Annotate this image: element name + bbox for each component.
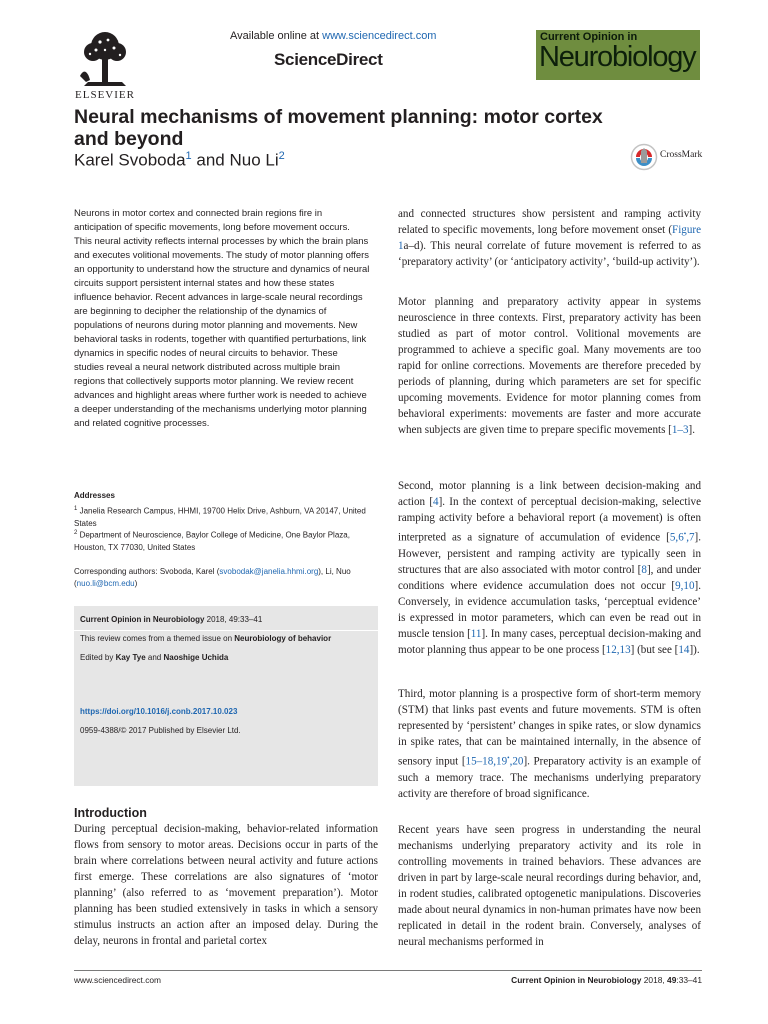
address-2	[74, 527, 374, 554]
editor-2: Naoshige Uchida	[163, 653, 229, 662]
p2-text-a: Motor planning and preparatory activity appear in systems neuroscience in three contexts. First, preparatory activity has been studied as part of motor control. Volitional movements are programmed to achieve a specific goal. Many movements are too rapid for online corrections. Movements are therefore preceded by periods of planning, during which parameters are set for specific upcoming movements. Evidence for motor planning comes from behavioral experiments: movements are faster and more accurate when subjects are given time to prepare specific movements [	[398, 296, 701, 436]
footer-year: 2018,	[641, 975, 668, 985]
ref-link-1-3[interactable]: 1–3	[671, 424, 689, 436]
journal-banner-top: Current Opinion in	[540, 31, 638, 43]
ref-link-20[interactable]: ,20	[509, 755, 524, 768]
footer-citation	[511, 975, 702, 985]
editor-1: Kay Tye	[115, 653, 146, 662]
ref-link-4[interactable]: 4	[433, 496, 439, 508]
ref-link-5-6[interactable]: 5,6	[669, 531, 684, 544]
author-1-affiliation[interactable]: 1	[185, 150, 192, 162]
footer-volume: 49	[667, 975, 677, 985]
address-1	[74, 503, 374, 530]
corresponding-middle: ), Li, Nuo (	[74, 567, 351, 588]
p4-text-b: ]. Preparatory activity is an example of such a memory trace. The mechanisms underlying preparatory activity are therefore of broad significance.	[398, 755, 701, 800]
author-2: Nuo Li	[229, 150, 279, 170]
p1-text-a: and connected structures show persistent and ramping activity related to specific movements, long before movement onset (	[398, 208, 701, 236]
available-online-prefix: Available online at	[230, 30, 323, 42]
corresponding-authors	[74, 566, 374, 590]
editors-prefix: Edited by	[80, 653, 116, 662]
ref-link-11[interactable]: 11	[470, 627, 482, 640]
ref-link-9-10[interactable]: 9,10	[675, 579, 695, 592]
themed-issue-line	[80, 634, 331, 643]
author-line	[74, 150, 285, 171]
author-separator: and	[191, 150, 230, 170]
info-box-divider	[74, 630, 378, 631]
citation-details: 2018, 49:33–41	[204, 615, 263, 624]
ref-star-19: •	[507, 754, 510, 762]
crossmark-icon	[630, 143, 658, 171]
author-2-affiliation[interactable]: 2	[278, 150, 285, 162]
footer-website[interactable]: www.sciencedirect.com	[74, 975, 162, 985]
editors-line	[80, 653, 228, 662]
p3-text-e: ]. Conversely, in evidence accumulation tasks, ‘perceptual evidence’ is expressed in motor parameters, which can even be read out in muscle tension [	[398, 579, 701, 640]
p3-text-b: ]. In the context of perceptual decision-making, selective ramping activity before a behavioral report (a movement) is often interpreted as a signature of accumulation of evidence [	[398, 496, 701, 544]
citation-line	[80, 615, 262, 624]
editors-and: and	[145, 653, 164, 662]
address-1-number: 1	[74, 506, 78, 512]
corresponding-prefix: Corresponding authors: Svoboda, Karel (	[74, 567, 220, 576]
publisher-name: ELSEVIER	[75, 89, 135, 101]
p3-text-d: ], and under conditions where evidence accumulation does not occur [	[398, 563, 702, 592]
themed-issue-prefix: This review comes from a themed issue on	[80, 634, 235, 643]
body-paragraph-4	[398, 686, 701, 802]
article-info-box	[74, 606, 378, 786]
crossmark-label[interactable]: CrossMark	[660, 150, 703, 160]
introduction-heading: Introduction	[74, 806, 147, 820]
footer-pages: :33–41	[676, 975, 702, 985]
p3-text-c: ]. However, persistent and ramping activity are typically seen in structures that are also associated with motor control [	[398, 531, 701, 576]
ref-link-8[interactable]: 8	[641, 563, 647, 576]
address-2-number: 2	[74, 530, 78, 536]
p3-text-f: ]. In many cases, perceptual decision-making and motor planning thus appear to be one process [	[398, 627, 701, 656]
ref-link-14[interactable]: 14	[678, 643, 690, 656]
footer-journal: Current Opinion in Neurobiology	[511, 975, 642, 985]
address-1-text: Janelia Research Campus, HHMI, 19700 Helix Drive, Ashburn, VA 20147, United States	[74, 506, 366, 528]
corresponding-suffix: )	[134, 579, 138, 588]
body-paragraph-1	[398, 206, 701, 270]
introduction-paragraph: During perceptual decision-making, behavior-related information flows from sensory to motor areas. Decisions occur in parts of the brain where correlations between neural activity and future actions first emerge. These correlations are also signatures of ‘motor planning’ (also referred to as ‘movement preparation’). Motor planning has been studied extensively in tasks in which a sensory stimulus instructs an action after an imposed delay. During the delay, neurons in frontal and parietal cortex	[74, 823, 378, 947]
email-link-svoboda[interactable]: svobodak@janelia.hhmi.org	[219, 567, 319, 576]
p1-text-b: a–d). This neural correlate of future movement is referred to as ‘preparatory activity’ (or ‘anticipatory activity’, ‘build-up activity’).	[398, 240, 701, 268]
citation-journal: Current Opinion in Neurobiology	[80, 615, 205, 624]
addresses-heading: Addresses	[74, 491, 115, 500]
journal-banner-name: Neurobiology	[539, 41, 696, 73]
sciencedirect-link[interactable]: www.sciencedirect.com	[322, 30, 437, 42]
footer-divider	[74, 970, 702, 971]
p4-text-a: Third, motor planning is a prospective form of short-term memory (STM) that links past events and future movements. STM is often represented by ‘persistent’ changes in spike rates, or slow dynamics in spike rates, that can be maintained internally, in the absence of sensory input [	[398, 688, 701, 768]
ref-link-15-19[interactable]: 15–18,19	[465, 755, 508, 768]
p3-text-a: Second, motor planning is a link between decision-making and action [	[398, 480, 701, 508]
sciencedirect-wordmark[interactable]: ScienceDirect	[274, 50, 383, 69]
body-paragraph-2	[398, 294, 701, 438]
p3-text-h: ]).	[689, 643, 700, 656]
ref-link-12-13[interactable]: 12,13	[605, 643, 631, 656]
abstract: Neurons in motor cortex and connected brain regions fire in anticipation of specific movements, long before movement occurs. This neural activity reflects internal processes by which the brain plans and executes volitional movements. The study of motor planning offers an opportunity to understand how the structure and dynamics of neural circuits support persistent internal states and how these states influence behavior. Recent advances in large-scale neural recordings are beginning to decipher the relationship of the dynamics of populations of neurons during motor planning and movements. New behavioral tasks in rodents, together with quantified perturbations, link dynamics in specific nodes of neural circuits to behavior. These studies reveal a neural network distributed across multiple brain regions that collectively supports motor planning. We review recent advances and highlight areas where further work is needed to achieve a deeper understanding of the mechanisms underlying motor planning and related cognitive processes.	[74, 208, 370, 429]
email-link-li[interactable]: nuo.li@bcm.edu	[76, 579, 135, 588]
doi-link[interactable]: https://doi.org/10.1016/j.conb.2017.10.023	[80, 707, 238, 716]
article-title: Neural mechanisms of movement planning: motor cortex and beyond	[74, 106, 603, 150]
ref-star-6: •	[683, 530, 687, 538]
elsevier-tree-logo	[74, 28, 136, 98]
p2-text-b: ].	[688, 424, 695, 436]
body-paragraph-3	[398, 478, 701, 658]
author-1: Karel Svoboda	[74, 150, 186, 170]
p3-text-g: ] (but see [	[630, 643, 679, 656]
copyright-line: 0959-4388/© 2017 Published by Elsevier Ltd.	[80, 726, 241, 735]
available-online-line	[230, 30, 436, 42]
ref-link-7[interactable]: ,7	[686, 531, 695, 544]
journal-banner[interactable]	[536, 30, 700, 80]
body-paragraph-5: Recent years have seen progress in understanding the neural mechanisms underlying preparatory activity and its role in controlling movements in trained behaviors. These advances are driven in part by large-scale neural recordings during behavior, and, in rodent studies, calibrated optogenetic manipulations. Discoveries made about neural dynamics in non-human primates have now been replicated in detail in the rodent brain. Conversely, analyses of neural mechanisms performed in	[398, 824, 701, 948]
themed-issue-name: Neurobiology of behavior	[234, 634, 332, 643]
address-2-text: Department of Neuroscience, Baylor College of Medicine, One Baylor Plaza, Houston, TX 77030, United States	[74, 530, 350, 552]
figure-1-link[interactable]: Figure 1	[398, 224, 701, 252]
